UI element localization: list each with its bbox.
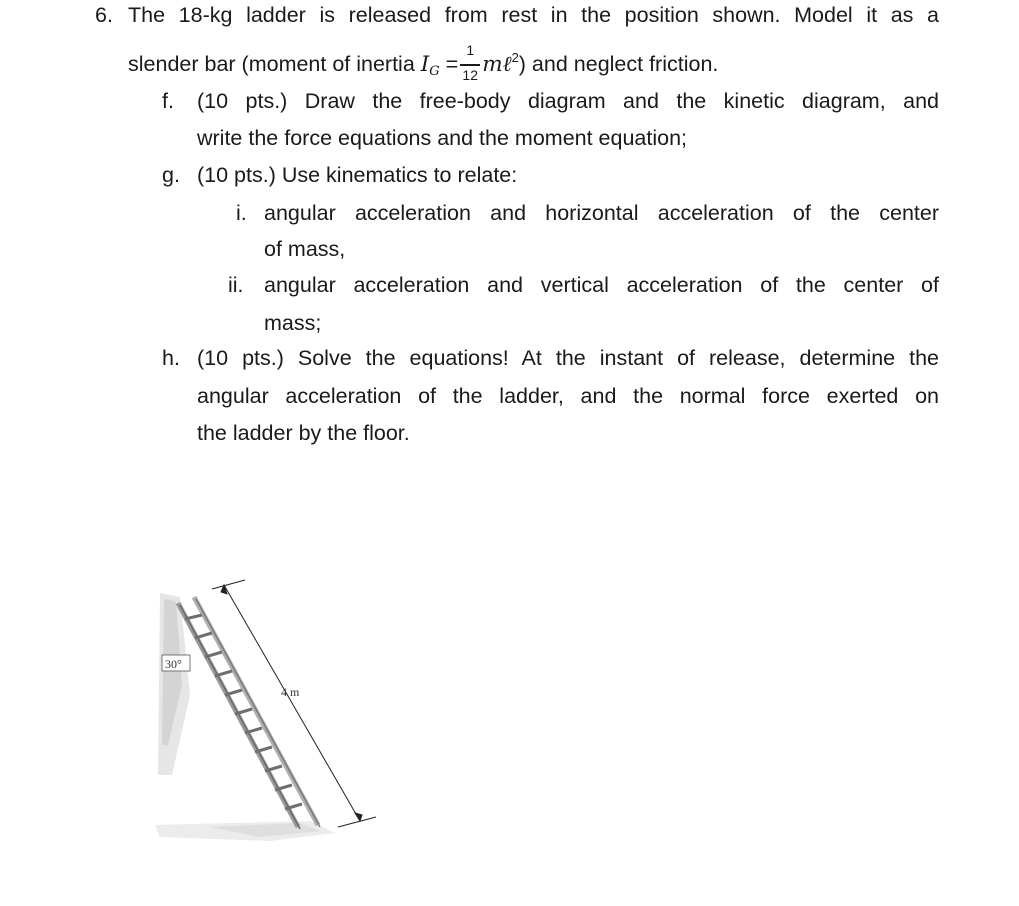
part-g-label: g. (162, 163, 180, 187)
length-label: 4 m (281, 685, 300, 699)
fraction-numerator: 1 (466, 42, 475, 59)
equals-sign: = (445, 52, 459, 76)
part-g-line1: (10 pts.) Use kinematics to relate: (197, 163, 518, 187)
problem-intro-line2 (128, 42, 719, 85)
part-h-line2: angular acceleration of the ladder, and the normal force exerted on (197, 384, 939, 408)
inertia-subscript: G (429, 64, 440, 79)
part-f-label: f. (162, 89, 174, 113)
subpart-i-line2: of mass, (264, 237, 346, 261)
ladder-figure (150, 575, 400, 845)
length-dimension (212, 580, 376, 827)
floor-shading (155, 821, 335, 841)
inertia-symbol: I (420, 52, 430, 77)
intro-text-post: ) and neglect friction. (518, 52, 719, 76)
part-f-line2: write the force equations and the moment equation; (197, 126, 688, 150)
angle-indicator (162, 655, 190, 671)
fraction-one-twelfth (460, 42, 480, 84)
ladder (178, 597, 320, 829)
part-h-line3: the ladder by the floor. (197, 421, 410, 445)
intro-text-pre: slender bar (moment of inertia (128, 52, 415, 76)
part-h-line1: (10 pts.) Solve the equations! At the instant of release, determine the (197, 346, 939, 370)
subpart-ii-line1: angular acceleration and vertical acceleration of the center of (264, 273, 939, 297)
subpart-i-line1: angular acceleration and horizontal acceleration of the center (264, 201, 939, 225)
subpart-i-label: i. (236, 201, 247, 225)
inertia-exponent: 2 (511, 50, 519, 65)
part-f-line1: (10 pts.) Draw the free-body diagram and the kinetic diagram, and (197, 89, 939, 113)
angle-label: 30° (165, 657, 182, 671)
subpart-ii-line2: mass; (264, 311, 322, 335)
subpart-ii-label: ii. (228, 273, 244, 297)
inertia-expression: mℓ (482, 52, 512, 77)
part-h-label: h. (162, 346, 180, 370)
problem-number: 6. (95, 3, 113, 27)
fraction-denominator: 12 (462, 67, 478, 84)
problem-intro-line1: The 18-kg ladder is released from rest in the position shown. Model it as a (128, 3, 939, 27)
